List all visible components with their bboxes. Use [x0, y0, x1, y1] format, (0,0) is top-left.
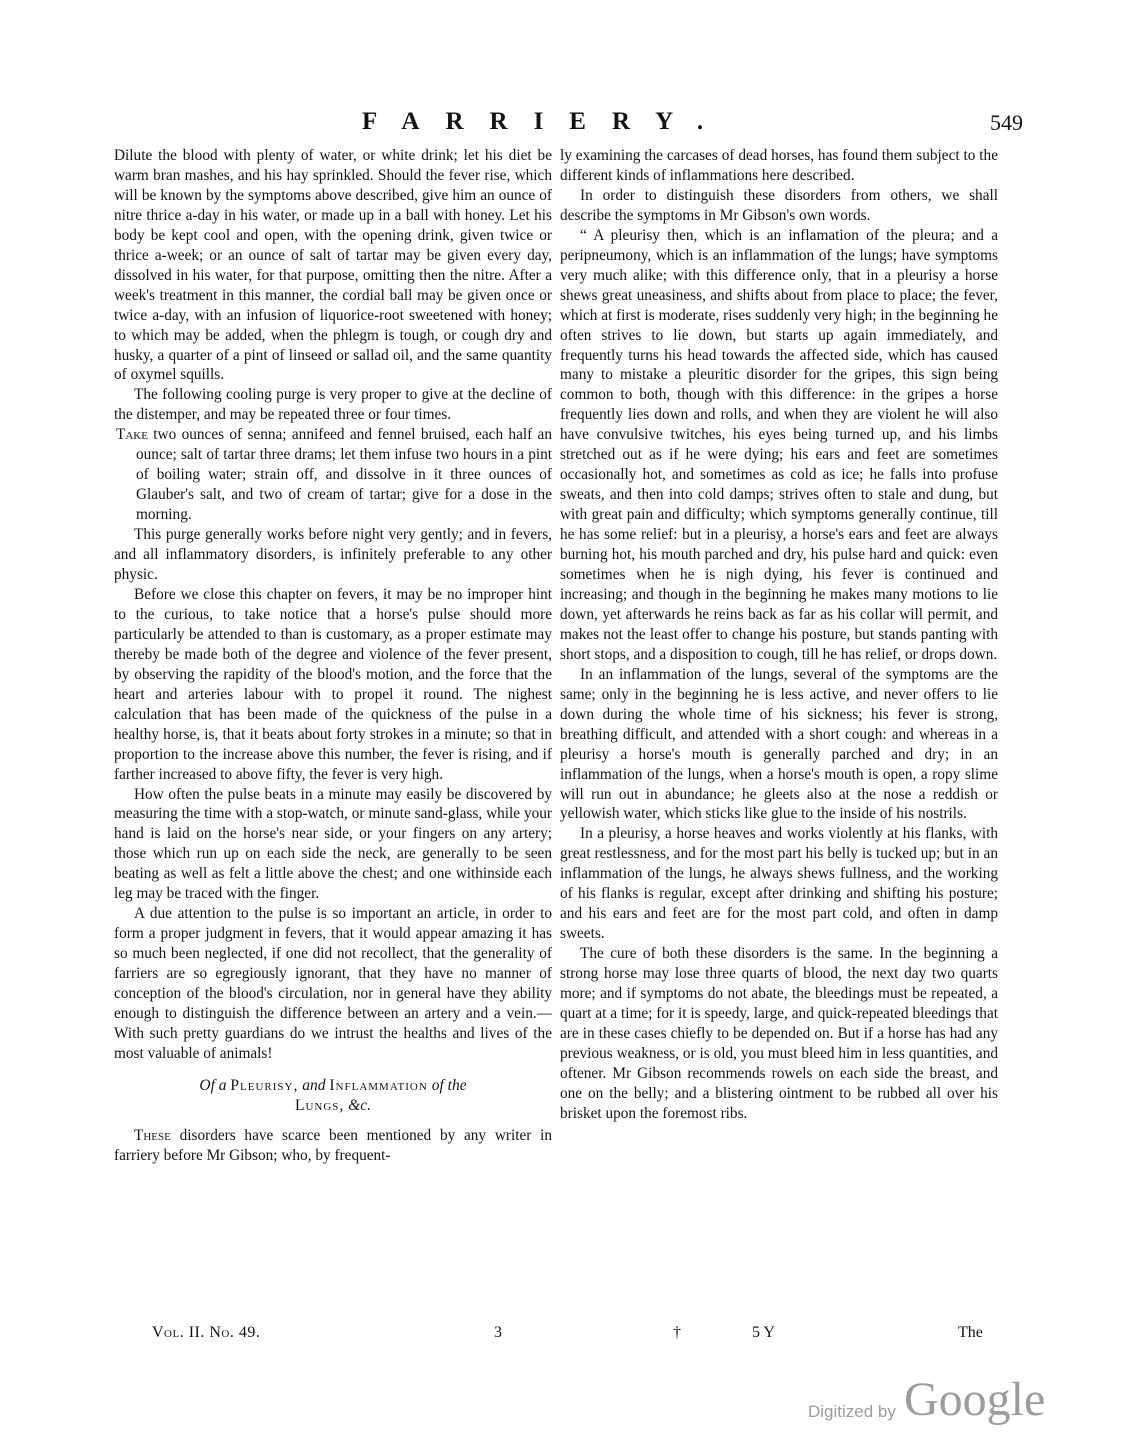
lead-word: These: [134, 1126, 171, 1144]
volume-number: Vol. II. No. 49.: [152, 1324, 261, 1341]
digitized-watermark: [808, 1373, 1048, 1436]
dagger-mark: †: [673, 1324, 681, 1341]
paragraph: In a pleurisy, a horse heaves and works violently at his flanks, with great restlessness, and for the most part his belly is tucked up; but in an inflammation of the lungs, he always shews fullness, and the working of his flanks is regular, except after drinking and shifting his posture; and his ears and feet are for the most part cold, and often in damp sweets.: [560, 825, 998, 943]
heading-word: &c.: [348, 1096, 371, 1114]
section-heading: [114, 1076, 552, 1116]
heading-word: Of a: [199, 1076, 227, 1094]
paragraph: This purge generally works before night very gently; and in fevers, and all inflammatory disorders, is infinitely preferable to any other physic.: [114, 526, 552, 584]
paragraph: The cure of both these disorders is the same. In the beginning a strong horse may lose three quarts of blood, the next day two quarts more; and if symptoms do not abate, the bleedings must be repeated, a quart at a time; for it is speedy, large, and quick-repeated bleedings that are in these cases chiefly to be depended on. But if a horse has had any previous weakness, or is old, you must bleed him in less quantities, and oftener. Mr Gibson recommends rowels on each side the breast, and one on the belly; and a blistering ointment to be rubbed all over his brisket upon the foremost ribs.: [560, 945, 998, 1122]
right-column: [560, 146, 998, 1124]
paragraph: In an inflammation of the lungs, several of the symptoms are the same; only in the beginning he is less active, and never offers to lie down during the whole time of his sickness; his fever is strong, breathing difficult, and attended with a short cough: and whereas in a pleurisy a horse's mouth is generally parched and dry; in an inflammation of the lungs, when a horse's mouth is open, a ropy slime will run out in abundance; he gleets also at the nose a reddish or yellowish water, which sticks like glue to the inside of his nostrils.: [560, 665, 998, 823]
left-column: [114, 146, 552, 1166]
page-number: 549: [990, 110, 1023, 135]
paragraph: Dilute the blood with plenty of water, or white drink; let his diet be warm bran mashes, and his hay sprinkled. Should the fever rise, which will be known by the symptoms above described, give him an ounce of nitre thrice a-day in his water, or made up in a ball with honey. Let his body be kept cool and open, with the opening drink, given twice or thrice a-week; or an ounce of salt of tartar may be given every day, dissolved in his water, for that purpose, omitting then the nitre. After a week's treatment in this manner, the cordial ball may be given once or twice a-day, with an infusion of liquorice-root sweetened with honey; to which may be added, when the phlegm is tough, or cough dry and husky, a quarter of a pint of linseed or sallad oil, and the same quantity of oxymel squills.: [114, 147, 552, 384]
catchword: The: [958, 1324, 983, 1341]
heading-word: and: [302, 1076, 326, 1094]
heading-word: Lungs,: [295, 1096, 345, 1114]
paragraph-text: disorders have scarce been mentioned by any writer in farriery before Mr Gibson; who, by frequent-: [114, 1126, 552, 1164]
heading-word: Inflammation: [329, 1076, 428, 1094]
heading-word: of the: [431, 1076, 467, 1094]
paragraph: [114, 1126, 552, 1166]
paragraph: In order to distinguish these disorders from others, we shall describe the symptoms in Mr Gibson's own words.: [560, 186, 998, 224]
paragraph: ly examining the carcases of dead horses, has found them subject to the different kinds of inflammations here described.: [560, 147, 998, 184]
paragraph: A due attention to the pulse is so important an article, in order to form a proper judgment in fevers, that it would appear amazing it has so much been neglected, if one did not recollect, that the generality of farriers are so egregiously ignorant, that they have no manner of conception of the blood's circulation, nor in general have they ability enough to distinguish the difference between an artery and a vein.—With such pretty guardians do we intrust the healths and lives of the most valuable of animals!: [114, 905, 552, 1062]
paragraph: How often the pulse beats in a minute may easily be discovered by measuring the time with a stop-watch, or minute sand-glass, while your hand is laid on the horse's near side, or your fingers on any artery; those which run up on each side the neck, are generally to be seen beating as well as felt a little above the chest; and one withinside each leg may be traced with the finger.: [114, 785, 552, 903]
watermark-text: Digitized by: [808, 1402, 896, 1421]
paragraph: Before we close this chapter on fevers, it may be no improper hint to the curious, to take notice that a horse's pulse should more particularly be attended to than is customary, as a proper estimate may thereby be made both of the degree and violence of the fever present, by observing the rapidity of the blood's motion, and the force that the heart and arteries labour with to propel it round. The nighest calculation that has been made of the quickness of the pulse in a healthy horse, is, that it beats about forty strokes in a minute; so that in proportion to the increase above this number, the fever is rising, and if farther increased to above fifty, the fever is very high.: [114, 585, 552, 783]
recipe-text: two ounces of senna; annifeed and fennel bruised, each half an ounce; salt of tartar three drams; let them infuse two hours in a pint of boiling water; strain off, and dissolve in it three ounces of Glauber's salt, and two of cream of tartar; give for a dose in the morning.: [136, 426, 552, 524]
recipe-paragraph: [116, 425, 552, 525]
signature-mark-right: 5 Y: [752, 1324, 775, 1341]
running-title: FARRIERY.: [362, 108, 730, 135]
page-footer: [0, 1324, 1139, 1350]
heading-word: Pleurisy,: [230, 1076, 299, 1094]
google-logo: Google: [904, 1373, 1046, 1426]
signature-mark: 3: [494, 1324, 502, 1341]
page-header: [0, 104, 1139, 144]
recipe-lead-word: Take: [116, 426, 148, 444]
paragraph: The following cooling purge is very proper to give at the decline of the distemper, and may be repeated three or four times.: [114, 386, 552, 424]
paragraph: “ A pleurisy then, which is an inflamation of the pleura; and a peripneumony, which is an inflammation of the lungs; have symptoms very much alike; with this difference only, that in a pleurisy a horse shews great uneasiness, and shifts about from place to place; the fever, which at first is moderate, rises suddenly very high; in the beginning he often strives to lie down, but starts up again immediately, and frequently turns his head towards the affected side, which has caused many to mistake a pleuritic disorder for the gripes, this sign being common to both, though with this difference: in the gripes a horse frequently lies down and rolls, and when they are violent he will also have convulsive twitches, his eyes being turned up, and his limbs stretched out as if he were dying; his ears and feet are sometimes occasionally hot, and sometimes as cold as ice; he falls into profuse sweats, and then into cold damps; strives often to stale and dung, but with great pain and difficulty; which symptoms generally continue, till he has some relief: but in a pleurisy, a horse's ears and feet are always burning hot, his mouth parched and dry, his pulse hard and quick: even sometimes when he is nigh dying, his fever is continued and increasing; and though in the beginning he makes many motions to lie down, yet afterwards he reins back as far as his collar will permit, and makes not the least offer to change his posture, but stands panting with short stops, and a disposition to cough, till he has relief, or drops down.: [560, 226, 998, 663]
